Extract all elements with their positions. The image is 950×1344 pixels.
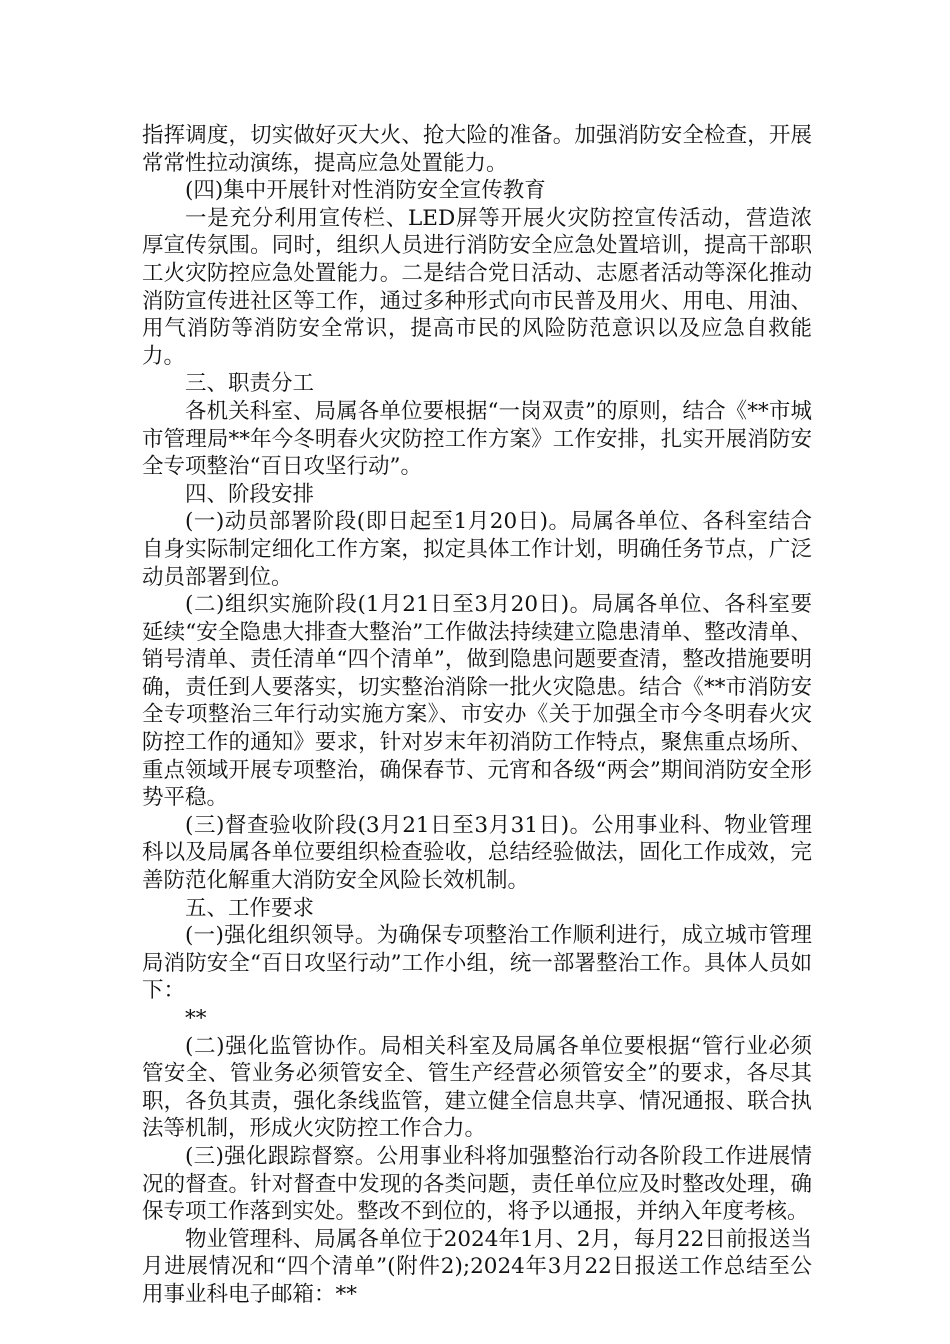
paragraph-propaganda: 一是充分利用宣传栏、LED屏等开展火灾防控宣传活动，营造浓厚宣传氛围。同时，组织人员进行消防安全应急处置培训，提高干部职工火灾防控应急处置能力。二是结合党日活动、志愿者活动等深化推动消防宣传进社区等工作，通过多种形式向市民普及用火、用电、用油、用气消防等消防安全常识，提高市民的风险防范意识以及应急自救能力。 xyxy=(142,205,812,369)
section-heading-stages: 四、阶段安排 xyxy=(185,481,315,507)
paragraph-requirement-1: (一)强化组织领导。为确保专项整治工作顺利进行，成立城市管理局消防安全“百日攻坚行动”工作小组，统一部署整治工作。具体人员如下： xyxy=(142,923,812,1004)
paragraph-continuation: 指挥调度，切实做好灭大火、抢大险的准备。加强消防安全检查，开展常常性拉动演练，提高应急处置能力。 xyxy=(142,123,812,176)
section-heading-responsibilities: 三、职责分工 xyxy=(185,371,315,397)
paragraph-reporting: 物业管理科、局属各单位于2024年1月、2月，每月22日前报送当月进展情况和“四个清单”(附件2);2024年3月22日报送工作总结至公用事业科电子邮箱：** xyxy=(142,1226,812,1307)
paragraph-responsibilities: 各机关科室、局属各单位要根据“一岗双责”的原则，结合《**市城市管理局**年今冬明春火灾防控工作方案》工作安排，扎实开展消防安全专项整治“百日攻坚行动”。 xyxy=(142,398,812,480)
section-heading-requirements: 五、工作要求 xyxy=(185,895,315,921)
paragraph-stage-2: (二)组织实施阶段(1月21日至3月20日)。局属各单位、各科室要延续“安全隐患大排查大整治”工作做法持续建立隐患清单、整改清单、销号清单、责任清单“四个清单”，做到隐患问题要查清，整改措施要明确，责任到人要落实，切实整治消除一批火灾隐患。结合《**市消防安全专项整治三年行动实施方案》、市安办《关于加强全市今冬明春火灾防控工作的通知》要求，针对岁末年初消防工作特点，聚焦重点场所、重点领域开展专项整治，确保春节、元宵和各级“两会”期间消防安全形势平稳。 xyxy=(142,592,812,811)
document-page xyxy=(142,122,812,1309)
paragraph-requirement-3: (三)强化跟踪督察。公用事业科将加强整治行动各阶段工作进展情况的督查。针对督查中发现的各类问题，责任单位应及时整改处理，确保专项工作落到实处。整改不到位的，将予以通报，并纳入年度考核。 xyxy=(142,1143,812,1225)
paragraph-stage-1: (一)动员部署阶段(即日起至1月20日)。局属各单位、各科室结合自身实际制定细化工作方案，拟定具体工作计划，明确任务节点，广泛动员部署到位。 xyxy=(142,509,812,590)
paragraph-stage-3: (三)督查验收阶段(3月21日至3月31日)。公用事业科、物业管理科以及局属各单位要组织检查验收，总结经验做法，固化工作成效，完善防范化解重大消防安全风险长效机制。 xyxy=(142,812,812,894)
section-heading-propaganda: (四)集中开展针对性消防安全宣传教育 xyxy=(185,178,546,204)
paragraph-personnel-placeholder: ** xyxy=(185,1006,207,1031)
paragraph-requirement-2: (二)强化监管协作。局相关科室及局属各单位要根据“管行业必须管安全、管业务必须管安全、管生产经营必须管安全”的要求，各尽其职，各负其责，强化条线监管，建立健全信息共享、情况通报、联合执法等机制，形成火灾防控工作合力。 xyxy=(142,1033,812,1142)
